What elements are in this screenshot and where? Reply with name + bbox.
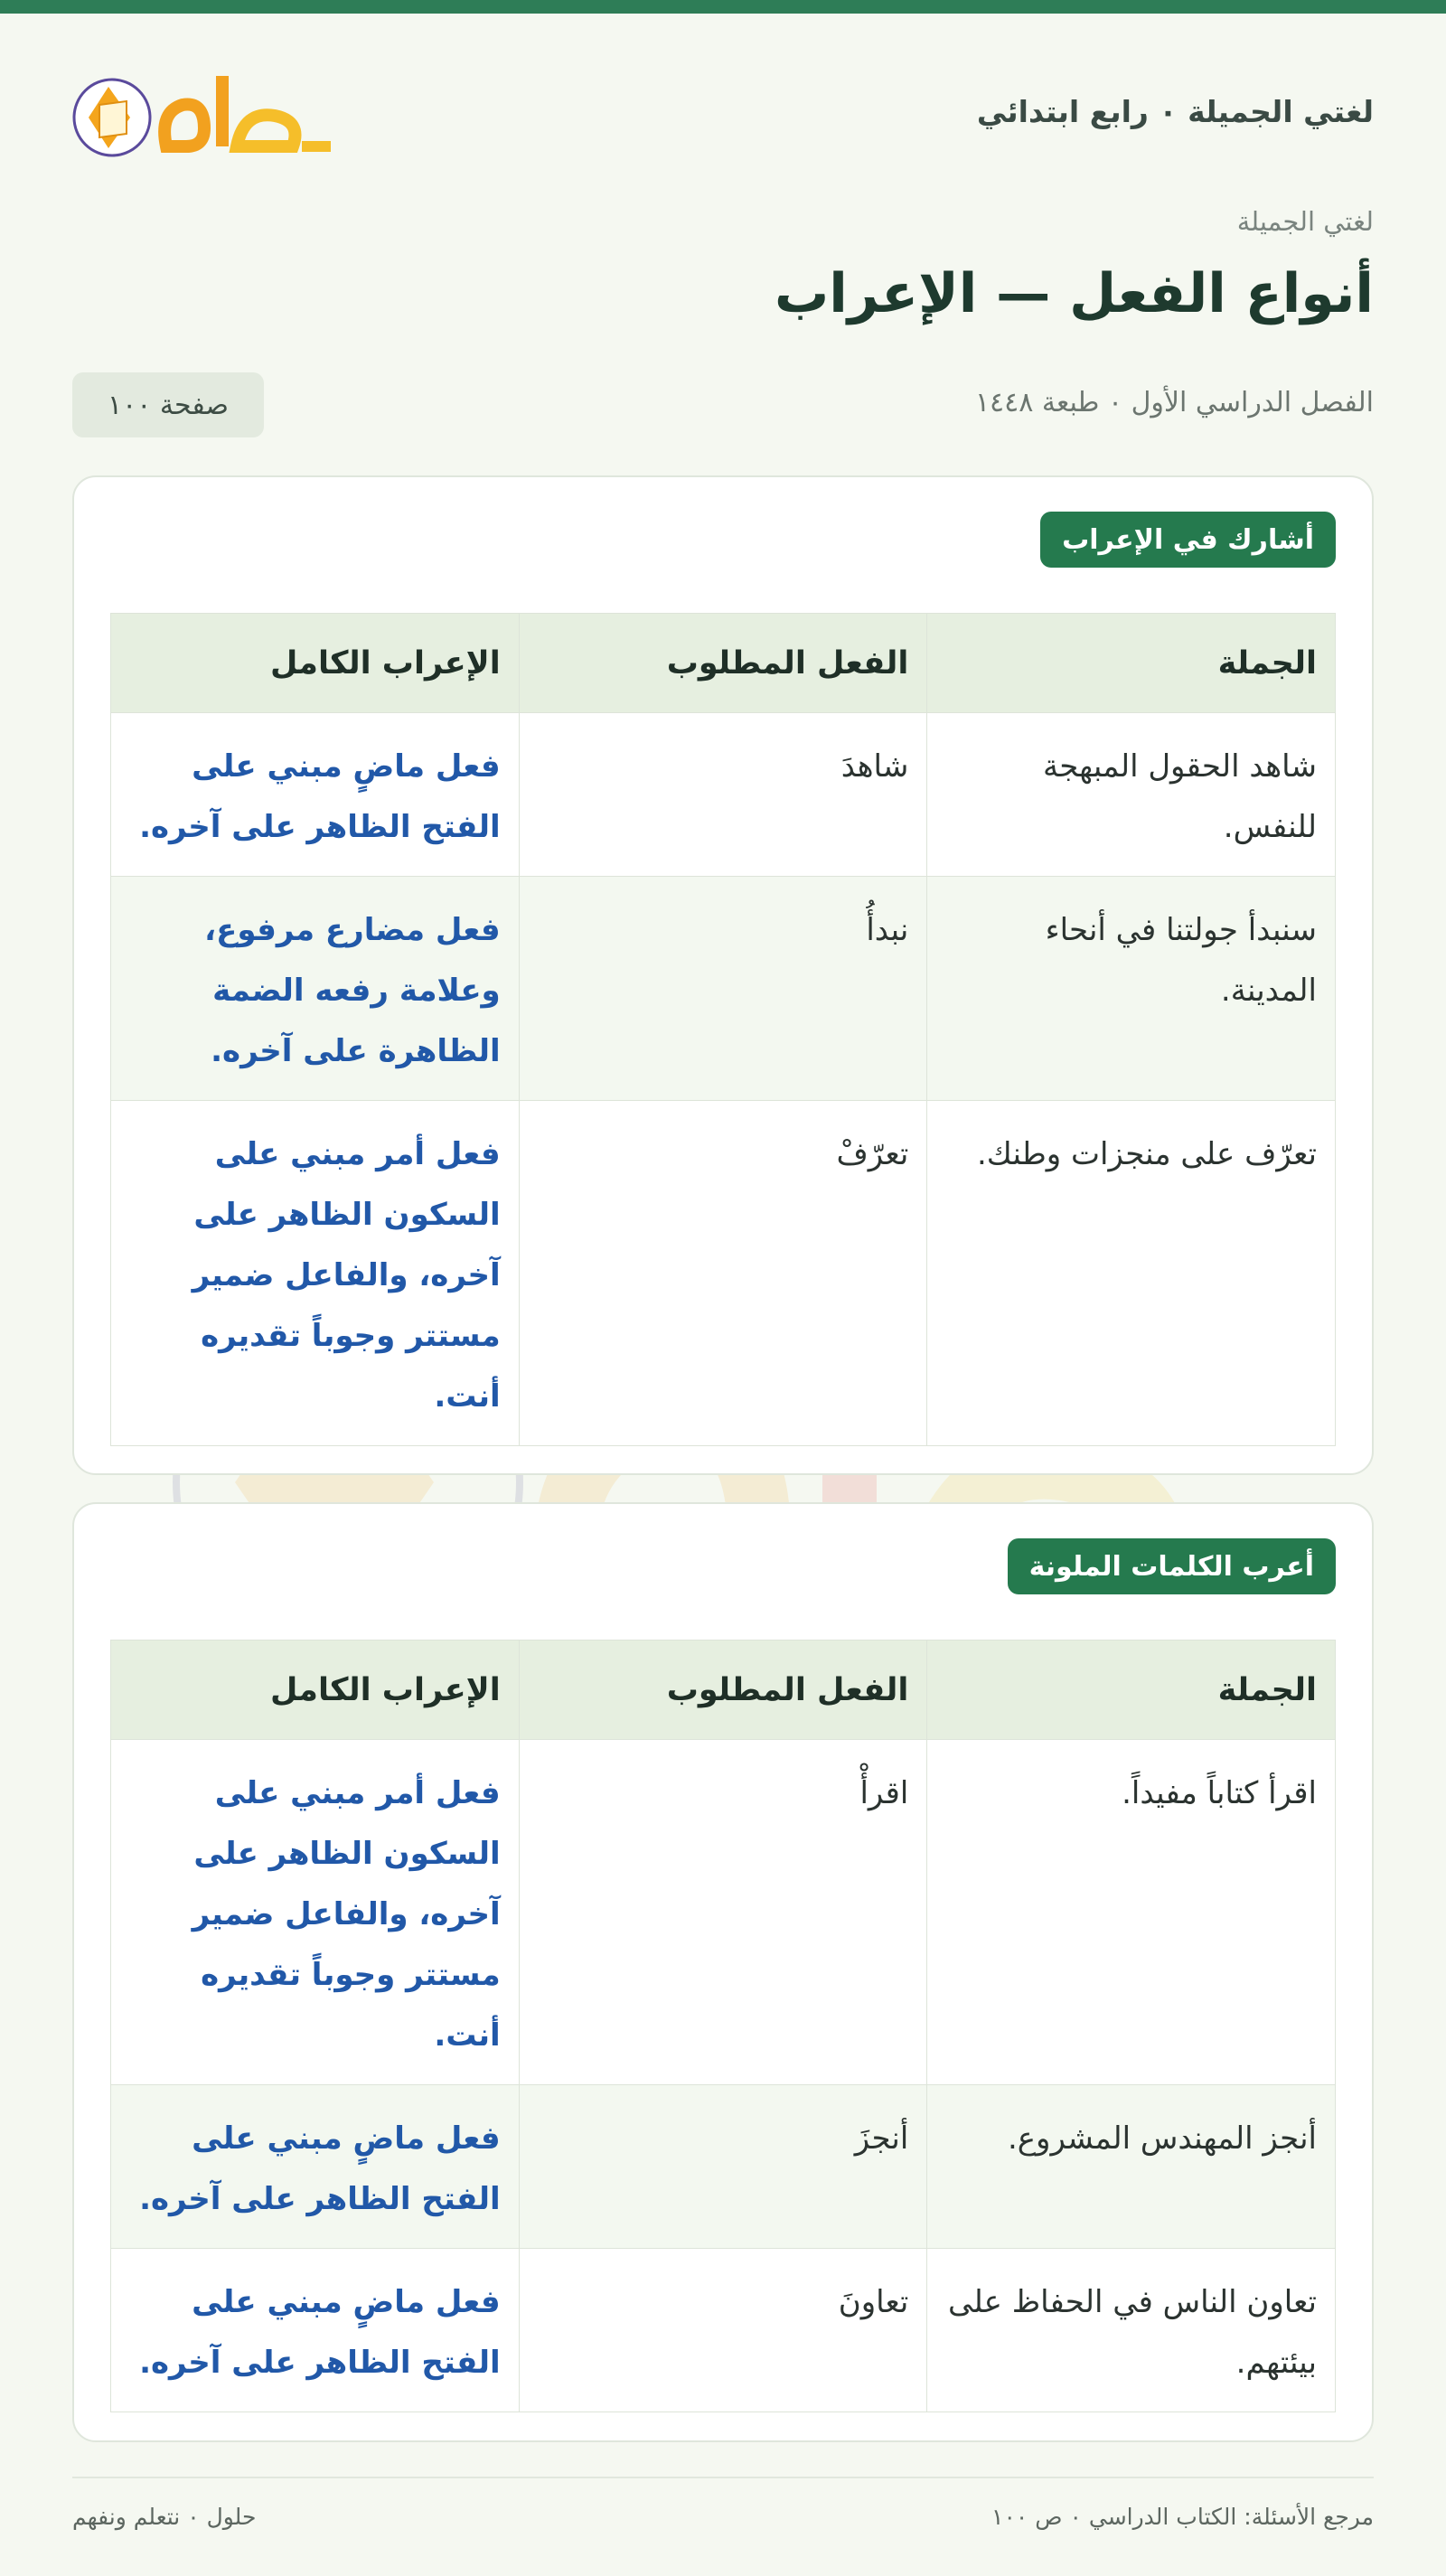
verb-cell: أنجزَ xyxy=(519,2085,927,2249)
section-card-participate xyxy=(72,475,1374,1475)
footer-divider xyxy=(72,2477,1374,2478)
table-row xyxy=(111,2249,1336,2412)
column-header-verb: الفعل المطلوب xyxy=(519,614,927,713)
page-title: أنواع الفعل — الإعراب xyxy=(774,262,1374,325)
page-number-chip: صفحة ١٠٠ xyxy=(72,372,264,437)
hulul-logo[interactable] xyxy=(72,60,334,168)
table-row xyxy=(111,1740,1336,2085)
table-row xyxy=(111,713,1336,877)
verb-cell: نبدأُ xyxy=(519,877,927,1101)
parsing-answer-cell: فعل ماضٍ مبني على الفتح الظاهر على آخره. xyxy=(111,2085,520,2249)
sentence-cell: تعاون الناس في الحفاظ على بيئتهم. xyxy=(927,2249,1336,2412)
section-badge: أشارك في الإعراب xyxy=(1040,512,1336,568)
column-header-sentence: الجملة xyxy=(927,614,1336,713)
table-row xyxy=(111,1101,1336,1446)
parsing-answer-cell: فعل مضارع مرفوع، وعلامة رفعه الضمة الظاهرة على آخره. xyxy=(111,877,520,1101)
parsing-table xyxy=(110,1640,1336,2412)
sentence-cell: شاهد الحقول المبهجة للنفس. xyxy=(927,713,1336,877)
section-card-parse-colored xyxy=(72,1502,1374,2442)
book-label: لغتي الجميلة ٠ رابع ابتدائي xyxy=(976,94,1374,129)
parsing-answer-cell: فعل ماضٍ مبني على الفتح الظاهر على آخره. xyxy=(111,713,520,877)
edition-meta: الفصل الدراسي الأول ٠ طبعة ١٤٤٨ xyxy=(974,387,1374,418)
parsing-answer-cell: فعل أمر مبني على السكون الظاهر على آخره، والفاعل ضمير مستتر وجوباً تقديره أنت. xyxy=(111,1101,520,1446)
sentence-cell: اقرأ كتاباً مفيداً. xyxy=(927,1740,1336,2085)
page-header xyxy=(72,60,1374,168)
parsing-answer-cell: فعل ماضٍ مبني على الفتح الظاهر على آخره. xyxy=(111,2249,520,2412)
sentence-cell: أنجز المهندس المشروع. xyxy=(927,2085,1336,2249)
column-header-verb: الفعل المطلوب xyxy=(519,1641,927,1740)
table-row xyxy=(111,2085,1336,2249)
verb-cell: شاهدَ xyxy=(519,713,927,877)
column-header-parsing: الإعراب الكامل xyxy=(111,614,520,713)
subject-label: لغتي الجميلة xyxy=(1236,206,1374,237)
column-header-sentence: الجملة xyxy=(927,1641,1336,1740)
sentence-cell: تعرّف على منجزات وطنك. xyxy=(927,1101,1336,1446)
parsing-table xyxy=(110,613,1336,1446)
footer-reference: مرجع الأسئلة: الكتاب الدراسي ٠ ص ١٠٠ xyxy=(991,2504,1374,2530)
table-row xyxy=(111,877,1336,1101)
top-accent-bar xyxy=(0,0,1446,14)
column-header-parsing: الإعراب الكامل xyxy=(111,1641,520,1740)
parsing-answer-cell: فعل أمر مبني على السكون الظاهر على آخره، والفاعل ضمير مستتر وجوباً تقديره أنت. xyxy=(111,1740,520,2085)
table-header-row xyxy=(111,1641,1336,1740)
table-header-row xyxy=(111,614,1336,713)
verb-cell: اقرأْ xyxy=(519,1740,927,2085)
footer-tagline: حلول ٠ نتعلم ونفهم xyxy=(72,2504,257,2530)
section-badge: أعرب الكلمات الملونة xyxy=(1008,1538,1336,1594)
verb-cell: تعاونَ xyxy=(519,2249,927,2412)
sentence-cell: سنبدأ جولتنا في أنحاء المدينة. xyxy=(927,877,1336,1101)
verb-cell: تعرّفْ xyxy=(519,1101,927,1446)
